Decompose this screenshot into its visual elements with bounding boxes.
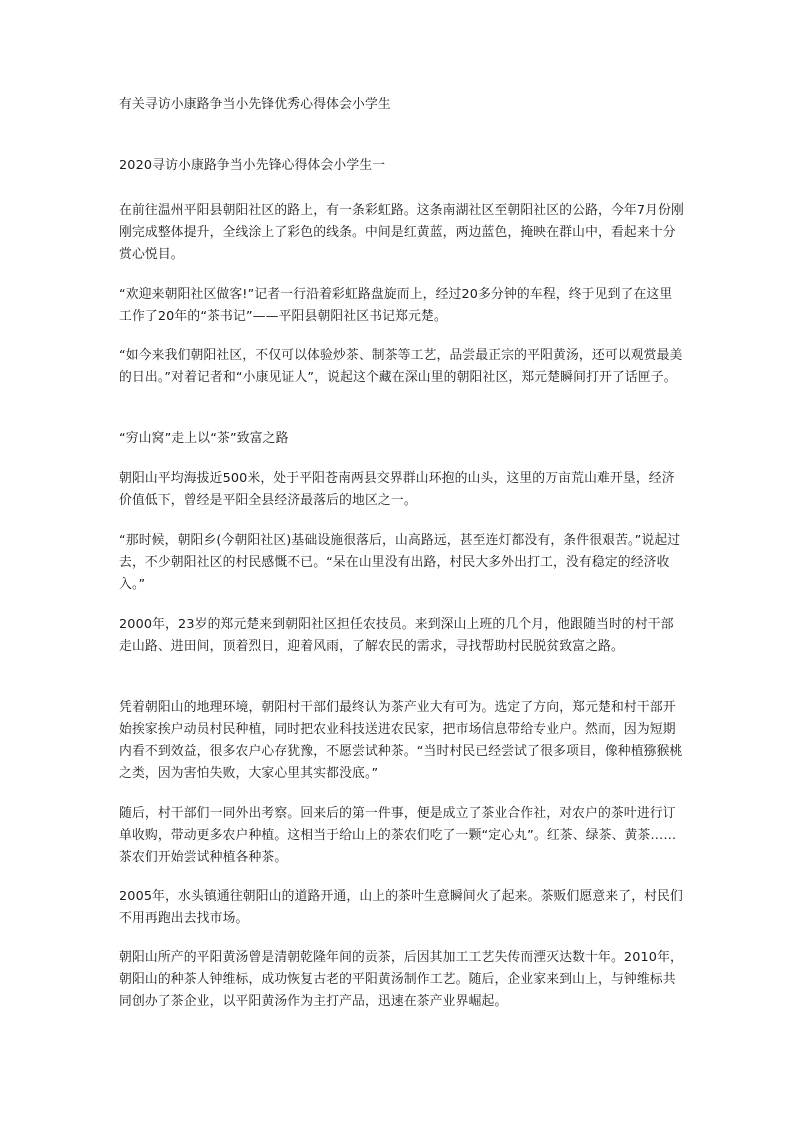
section-heading: 2020寻访小康路争当小先锋心得体会小学生一 — [119, 158, 386, 173]
paragraph: 2005年，水头镇通往朝阳山的道路开通，山上的茶叶生意瞬间火了起来。茶贩们愿意来了，村民们不用再跑出去找市场。 — [119, 889, 683, 926]
paragraph: 凭着朝阳山的地理环境，朝阳村干部们最终认为茶产业大有可为。选定了方向，郑元楚和村干部开始挨家挨户动员村民种植，同时把农业科技送进农民家，把市场信息带给专业户。然而，因为短期内看不到效益，很多农户心存犹豫，不愿尝试种茶。“当时村民已经尝试了很多项目，像种植猕猴桃之类，因为害怕失败，大家心里其实都没底。” — [119, 700, 683, 781]
paragraph: 在前往温州平阳县朝阳社区的路上，有一条彩虹路。这条南湖社区至朝阳社区的公路，今年7月份刚刚完成整体提升，全线涂上了彩色的线条。中间是红黄蓝，两边蓝色，掩映在群山中，看起来十分赏心悦目。 — [119, 203, 685, 262]
paragraph: 随后，村干部们一同外出考察。回来后的第一件事，便是成立了茶业合作社，对农户的茶叶进行订单收购，带动更多农户种植。这相当于给山上的茶农们吃了一颗“定心丸”。红茶、绿茶、黄茶……茶农们开始尝试种植各种茶。 — [119, 806, 677, 865]
paragraph: 朝阳山平均海拔近500米，处于平阳苍南两县交界群山环抱的山头，这里的万亩荒山难开垦，经济价值低下，曾经是平阳全县经济最落后的地区之一。 — [119, 471, 675, 508]
paragraph: “欢迎来朝阳社区做客!”记者一行沿着彩虹路盘旋而上，经过20多分钟的车程，终于见到了在这里工作了20年的“茶书记”——平阳县朝阳社区书记郑元楚。 — [119, 287, 673, 324]
paragraph: “如今来我们朝阳社区，不仅可以体验炒茶、制茶等工艺，品尝最正宗的平阳黄汤，还可以观赏最美的日出。”对着记者和“小康见证人”，说起这个藏在深山里的朝阳社区，郑元楚瞬间打开了话匣子。 — [119, 348, 683, 385]
paragraph: “那时候，朝阳乡(今朝阳社区)基础设施很落后，山高路远，甚至连灯都没有，条件很艰苦。”说起过去，不少朝阳社区的村民感慨不已。“呆在山里没有出路，村民大多外出打工，没有稳定的经济收入。” — [119, 533, 681, 592]
document-title: 有关寻访小康路争当小先锋优秀心得体会小学生 — [119, 97, 391, 112]
paragraph: 2000年，23岁的郑元楚来到朝阳社区担任农技员。来到深山上班的几个月，他跟随当时的村干部走山路、进田间，顶着烈日，迎着风雨，了解农民的需求，寻找帮助村民脱贫致富之路。 — [119, 617, 674, 654]
paragraph: 朝阳山所产的平阳黄汤曾是清朝乾隆年间的贡茶，后因其加工工艺失传而湮灭达数十年。2010年，朝阳山的种茶人钟维标，成功恢复古老的平阳黄汤制作工艺。随后，企业家来到山上，与钟维标共同创办了茶企业，以平阳黄汤作为主打产品，迅速在茶产业界崛起。 — [119, 950, 683, 1009]
subheading: “穷山窝”走上以“茶”致富之路 — [119, 431, 289, 446]
